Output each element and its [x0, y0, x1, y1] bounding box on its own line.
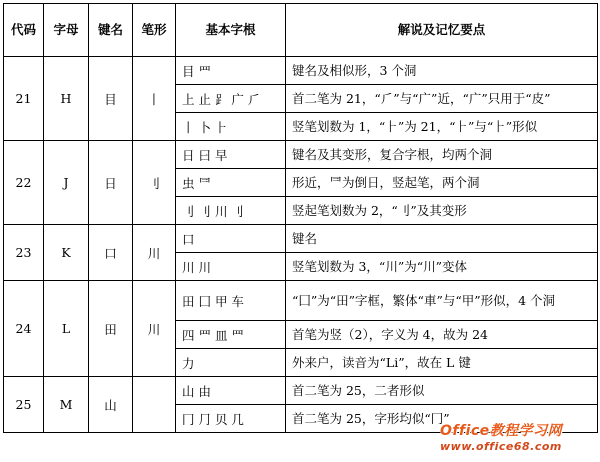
header-notes: 解说及记忆要点: [286, 4, 598, 57]
stroke-cell: 川: [133, 225, 176, 281]
roots-cell: 冂 ⺆ 贝 几: [176, 405, 286, 433]
note-cell: 键名及其变形，复合字根，均两个洞: [286, 141, 598, 169]
table-row: [4, 141, 598, 169]
keyname-cell: 日: [89, 141, 133, 225]
header-letter: 字母: [44, 4, 89, 57]
site-watermark: [440, 424, 562, 454]
roots-cell: 山 由: [176, 377, 286, 405]
wubi-root-table: [3, 3, 598, 433]
header-roots: 基本字根: [176, 4, 286, 57]
keyname-cell: 目: [89, 57, 133, 141]
code-cell: 22: [4, 141, 44, 225]
stroke-cell: 川: [133, 281, 176, 377]
header-stroke: 笔形: [133, 4, 176, 57]
stroke-cell: 刂: [133, 141, 176, 225]
table-row: [4, 57, 598, 85]
letter-cell: K: [44, 225, 89, 281]
roots-cell: 田 囗 甲 车: [176, 281, 286, 321]
note-cell: 首二笔为 25，二者形似: [286, 377, 598, 405]
note-cell: 首二笔为 21，“⺁”与“广”近，“广”只用于“皮”: [286, 85, 598, 113]
code-cell: 25: [4, 377, 44, 433]
code-cell: 23: [4, 225, 44, 281]
note-cell: 竖笔划数为 1，“⺊”为 21，“⺊”与“⺊”形似: [286, 113, 598, 141]
header-row: [4, 4, 598, 57]
roots-cell: 丨 卜 ⺊: [176, 113, 286, 141]
stroke-cell: [133, 377, 176, 433]
stroke-cell: 丨: [133, 57, 176, 141]
roots-cell: 刂 刂 川 刂: [176, 197, 286, 225]
note-cell: 首二笔为 25，字形均似“冂”: [286, 405, 598, 433]
header-code: 代码: [4, 4, 44, 57]
code-cell: 21: [4, 57, 44, 141]
roots-cell: 四 罒 皿 ⺫: [176, 321, 286, 349]
table-row: [4, 225, 598, 253]
note-cell: 首笔为竖（2），字义为 4，故为 24: [286, 321, 598, 349]
roots-cell: 口: [176, 225, 286, 253]
code-cell: 24: [4, 281, 44, 377]
keyname-cell: 山: [89, 377, 133, 433]
note-cell: 键名: [286, 225, 598, 253]
note-cell: 形近，⺜为倒日，竖起笔，两个洞: [286, 169, 598, 197]
keyname-cell: 口: [89, 225, 133, 281]
letter-cell: M: [44, 377, 89, 433]
note-cell: 键名及相似形，3 个洞: [286, 57, 598, 85]
table-row: [4, 281, 598, 321]
header-keyname: 键名: [89, 4, 133, 57]
roots-cell: 虫 ⺜: [176, 169, 286, 197]
roots-cell: 上 止 ⻊ 广 ⺁: [176, 85, 286, 113]
note-cell: 外来户，读音为“Li”，故在 L 键: [286, 349, 598, 377]
letter-cell: J: [44, 141, 89, 225]
roots-cell: 目 ⺫: [176, 57, 286, 85]
note-cell: “囗”为“田”字框，繁体“車”与“甲”形似，4 个洞: [286, 281, 598, 321]
watermark-url: www.office68.com: [440, 440, 562, 453]
letter-cell: H: [44, 57, 89, 141]
roots-cell: 川 川: [176, 253, 286, 281]
roots-cell: 力: [176, 349, 286, 377]
roots-cell: 日 曰 早: [176, 141, 286, 169]
note-cell: 竖笔划数为 3，“川”为“川”变体: [286, 253, 598, 281]
letter-cell: L: [44, 281, 89, 377]
watermark-brand: Office教程学习网: [440, 423, 563, 439]
keyname-cell: 田: [89, 281, 133, 377]
note-cell: 竖起笔划数为 2，“刂”及其变形: [286, 197, 598, 225]
table-row: [4, 377, 598, 405]
